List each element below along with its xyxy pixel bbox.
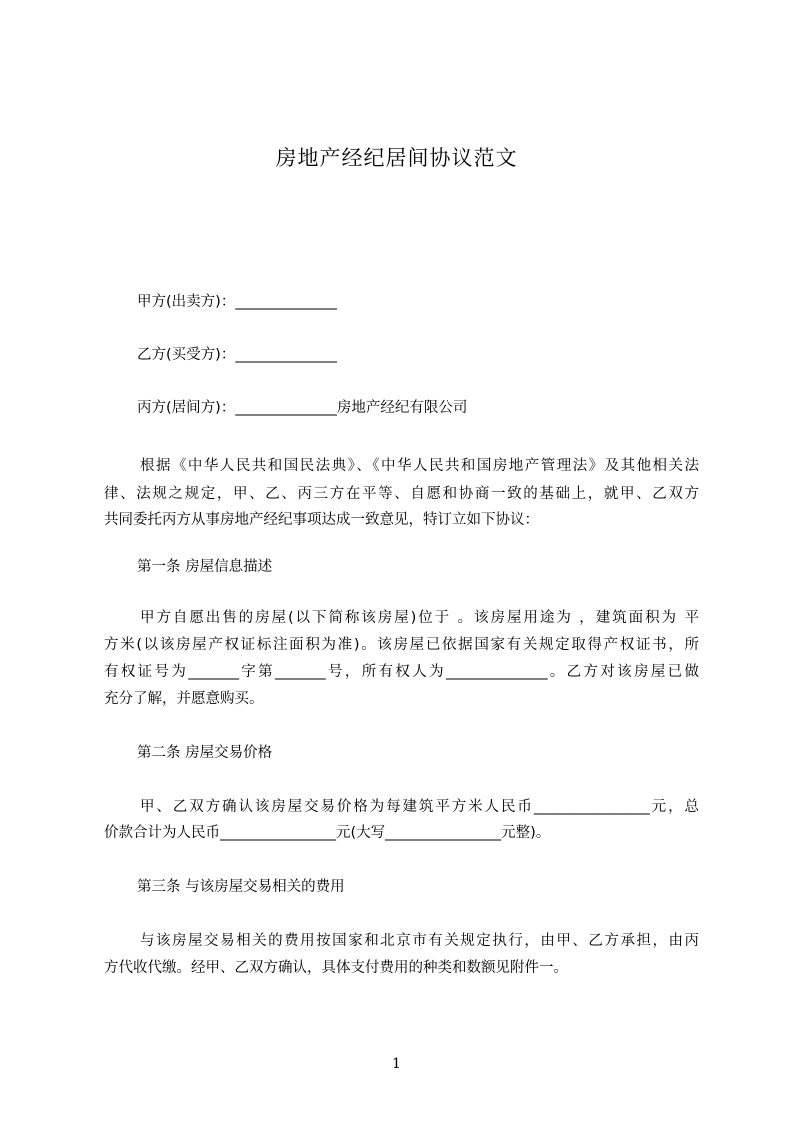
party-b-line: 乙方(买受方)：______________ bbox=[137, 347, 337, 363]
article-1-line: 充分了解，并愿意购买。 bbox=[104, 691, 264, 707]
preamble-line: 共同委托丙方从事房地产经纪事项达成一致意见，特订立如下协议： bbox=[104, 512, 539, 528]
article-2-line: 价款合计为人民币________________元(大写________________元整)。 bbox=[104, 825, 551, 841]
article-1-heading: 第一条 房屋信息描述 bbox=[137, 559, 273, 575]
article-3-heading: 第三条 与该房屋交易相关的费用 bbox=[137, 879, 345, 895]
article-3-line: 方代收代缴。经甲、乙双方确认，具体支付费用的种类和数额见附件一。 bbox=[104, 960, 568, 976]
document-title: 房地产经纪居间协议范文 bbox=[275, 146, 518, 170]
article-2-heading: 第二条 房屋交易价格 bbox=[137, 745, 273, 761]
article-1-line: 甲方自愿出售的房屋(以下简称该房屋)位于 。该房屋用途为 ，建筑面积为 平 bbox=[140, 610, 699, 626]
party-a-line: 甲方(出卖方)：______________ bbox=[137, 294, 337, 310]
article-1-line: 方米(以该房屋产权证标注面积为准)。该房屋已依据国家有关规定取得产权证书，所 bbox=[104, 637, 699, 653]
page-number: 1 bbox=[392, 1056, 401, 1072]
preamble-line: 律、法规之规定，甲、乙、丙三方在平等、自愿和协商一致的基础上，就甲、乙双方 bbox=[104, 486, 699, 502]
article-2-line: 甲、乙双方确认该房屋交易价格为每建筑平方米人民币________________元，总 bbox=[140, 799, 699, 815]
preamble-line: 根据《中华人民共和国民法典》、《中华人民共和国房地产管理法》及其他相关法 bbox=[140, 458, 699, 474]
article-1-line: 有权证号为_______字第_______号，所有权人为______________。乙方对该房屋已做 bbox=[104, 664, 699, 680]
article-3-line: 与该房屋交易相关的费用按国家和北京市有关规定执行，由甲、乙方承担，由丙 bbox=[140, 933, 699, 949]
party-c-line: 丙方(居间方)：______________房地产经纪有限公司 bbox=[137, 400, 468, 416]
